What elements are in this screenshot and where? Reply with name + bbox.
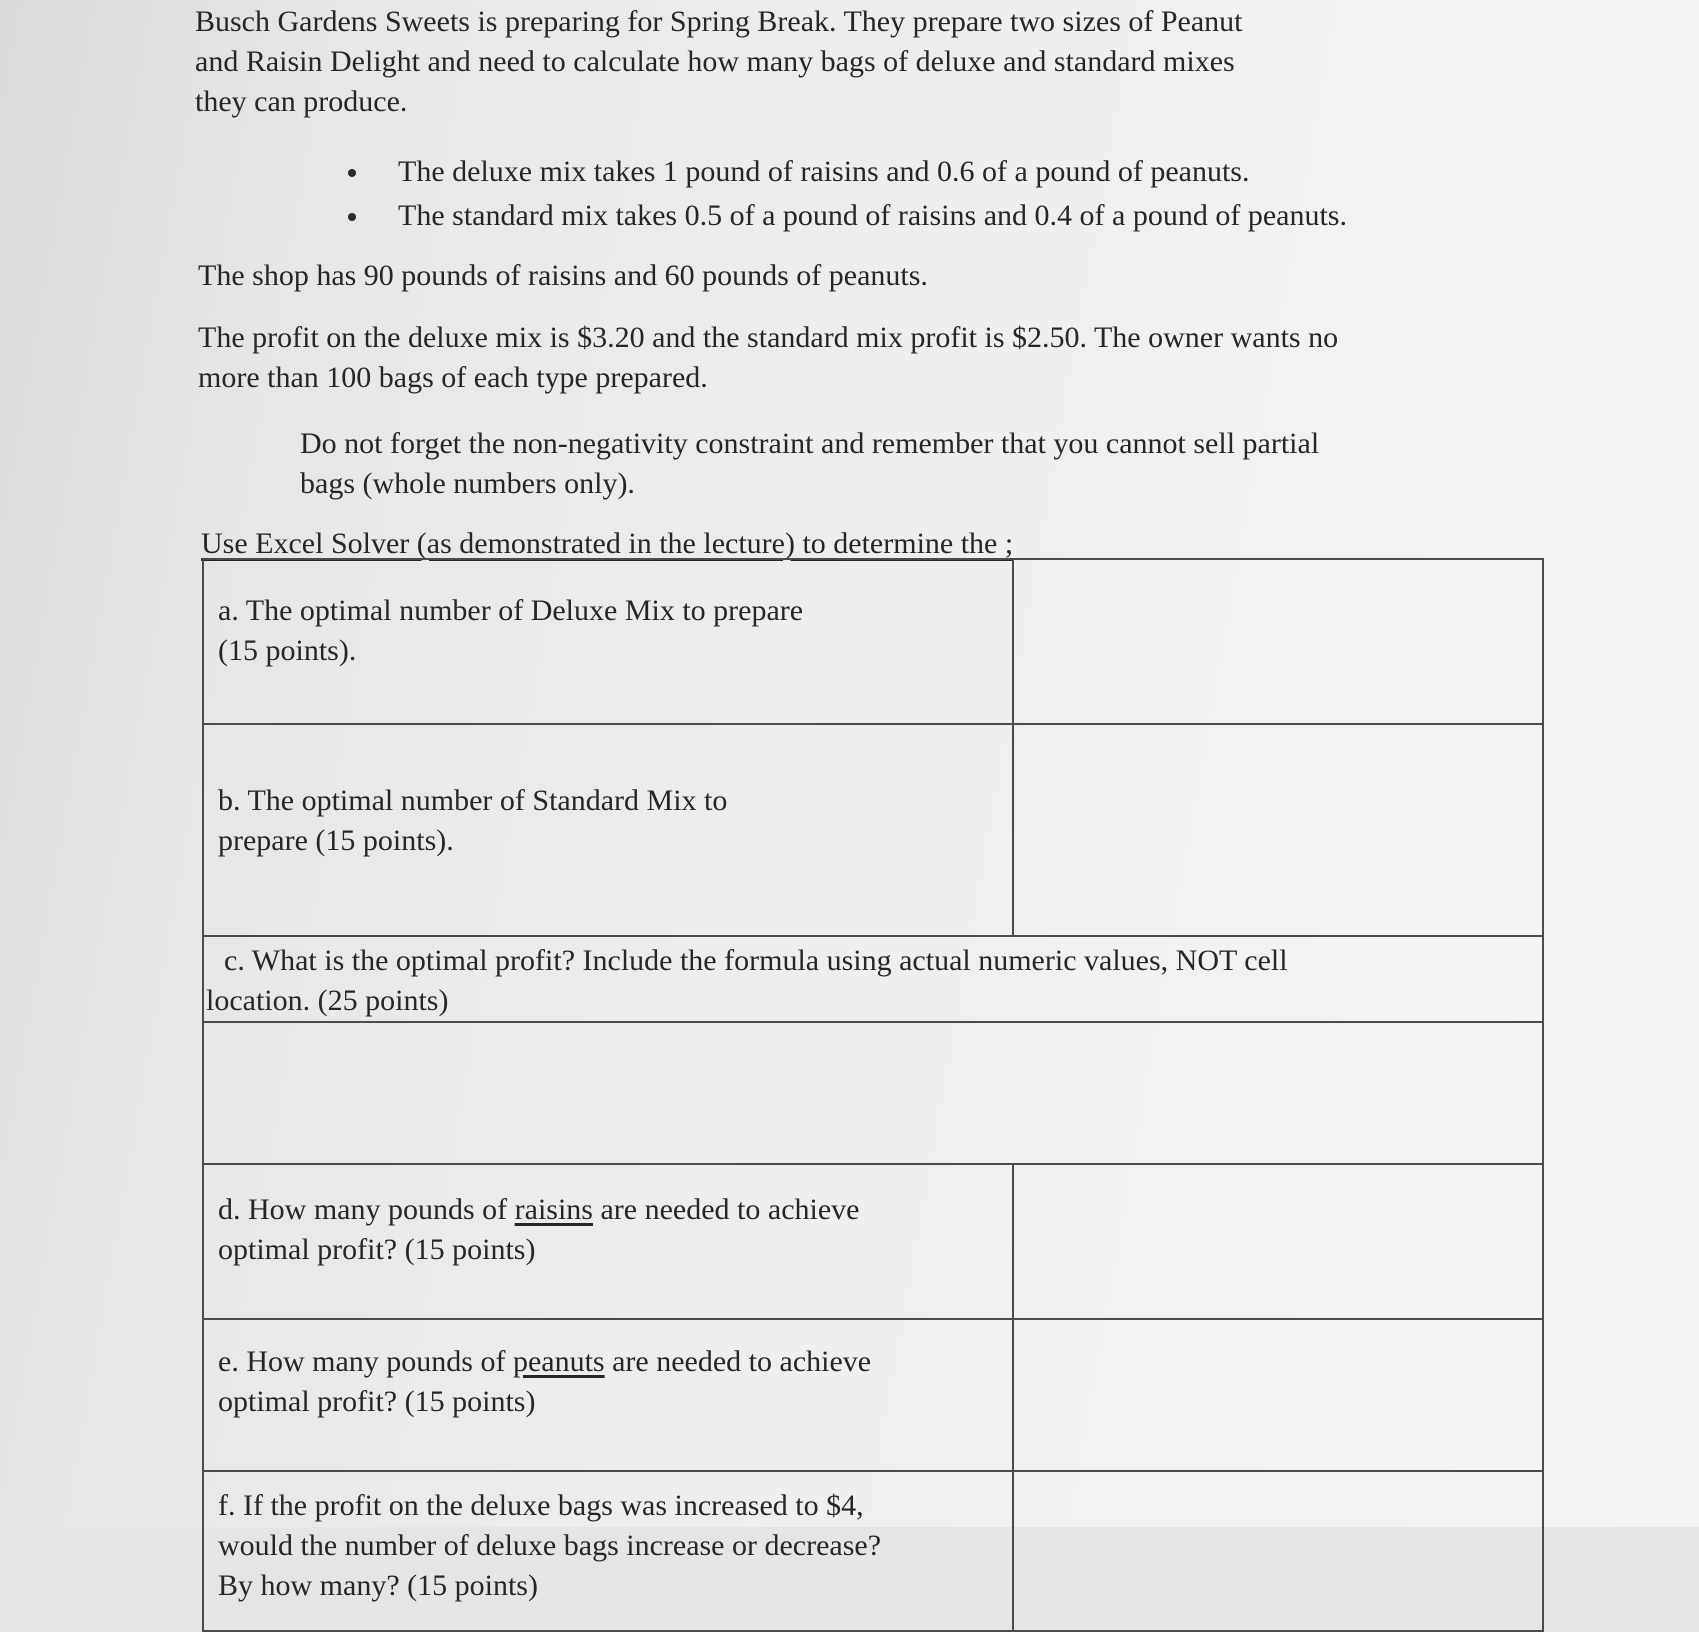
question-f-line-3: By how many? (15 points) [218, 1569, 538, 1602]
answer-d-cell[interactable] [1013, 1164, 1543, 1319]
question-a-line-2: (15 points). [218, 634, 357, 667]
question-e-cell [203, 1319, 1013, 1471]
question-d-line-2: optimal profit? (15 points) [218, 1233, 536, 1266]
question-f-cell [203, 1471, 1013, 1631]
profit-paragraph [198, 318, 1338, 398]
question-f-line-2: would the number of deluxe bags increase or decrease? [218, 1529, 882, 1562]
question-f-line-1: f. If the profit on the deluxe bags was increased to $4, [218, 1489, 864, 1522]
constraint-note [300, 424, 1319, 504]
question-b-cell [203, 724, 1013, 936]
bullet-standard-recipe [348, 194, 1347, 238]
question-e-prefix: e. How many pounds of [218, 1345, 513, 1378]
question-d-cell [203, 1164, 1013, 1319]
intro-paragraph [195, 2, 1243, 122]
answer-row-c [203, 1022, 1543, 1164]
question-c-line-1: c. What is the optimal profit? Include the formula using actual numeric values, NOT cell [224, 944, 1288, 977]
question-d-suffix: are needed to achieve [592, 1193, 860, 1226]
bullet-deluxe-recipe [348, 150, 1347, 194]
bullet-text: The standard mix takes 0.5 of a pound of raisins and 0.4 of a pound of peanuts. [398, 199, 1347, 232]
note-line-1: Do not forget the non-negativity constraint and remember that you cannot sell partial [300, 427, 1320, 460]
question-e-underlined-word: peanuts [512, 1345, 605, 1378]
intro-line-1: Busch Gardens Sweets is preparing for Spring Break. They prepare two sizes of Peanut [195, 5, 1243, 38]
answer-b-cell[interactable] [1013, 724, 1543, 936]
question-row-e [203, 1319, 1543, 1471]
intro-line-2: and Raisin Delight and need to calculate how many bags of deluxe and standard mixes [195, 45, 1235, 78]
question-e-suffix: are needed to achieve [604, 1345, 872, 1378]
question-c-cell [203, 936, 1543, 1022]
question-row-d [203, 1164, 1543, 1319]
bullet-icon [348, 213, 356, 221]
questions-table [202, 558, 1544, 1632]
question-b-line-2: prepare (15 points). [218, 824, 454, 857]
solver-instruction: Use Excel Solver (as demonstrated in the lecture) to determine the ; [201, 527, 1014, 560]
profit-line-1: The profit on the deluxe mix is $3.20 and the standard mix profit is $2.50. The owner wants no [198, 321, 1339, 354]
question-a-cell [203, 559, 1013, 724]
recipe-bullet-list [348, 150, 1347, 238]
answer-a-cell[interactable] [1013, 559, 1543, 724]
question-row-b [203, 724, 1543, 936]
question-e-line-2: optimal profit? (15 points) [218, 1385, 536, 1418]
question-row-f [203, 1471, 1543, 1631]
question-row-a [203, 559, 1543, 724]
answer-f-cell[interactable] [1013, 1471, 1543, 1631]
raw-materials-paragraph: The shop has 90 pounds of raisins and 60 pounds of peanuts. [198, 259, 928, 292]
question-a-line-1: a. The optimal number of Deluxe Mix to prepare [218, 594, 804, 627]
bullet-text: The deluxe mix takes 1 pound of raisins and 0.6 of a pound of peanuts. [398, 155, 1250, 188]
question-c-line-2: location. (25 points) [206, 984, 449, 1017]
note-line-2: bags (whole numbers only). [300, 467, 635, 500]
question-b-line-1: b. The optimal number of Standard Mix to [218, 784, 728, 817]
bullet-icon [348, 169, 356, 177]
question-d-prefix: d. How many pounds of [218, 1193, 515, 1226]
question-row-c [203, 936, 1543, 1022]
intro-line-3: they can produce. [195, 85, 408, 118]
answer-e-cell[interactable] [1013, 1319, 1543, 1471]
profit-line-2: more than 100 bags of each type prepared. [198, 361, 708, 394]
answer-c-cell[interactable] [203, 1022, 1543, 1164]
question-d-underlined-word: raisins [514, 1193, 593, 1226]
